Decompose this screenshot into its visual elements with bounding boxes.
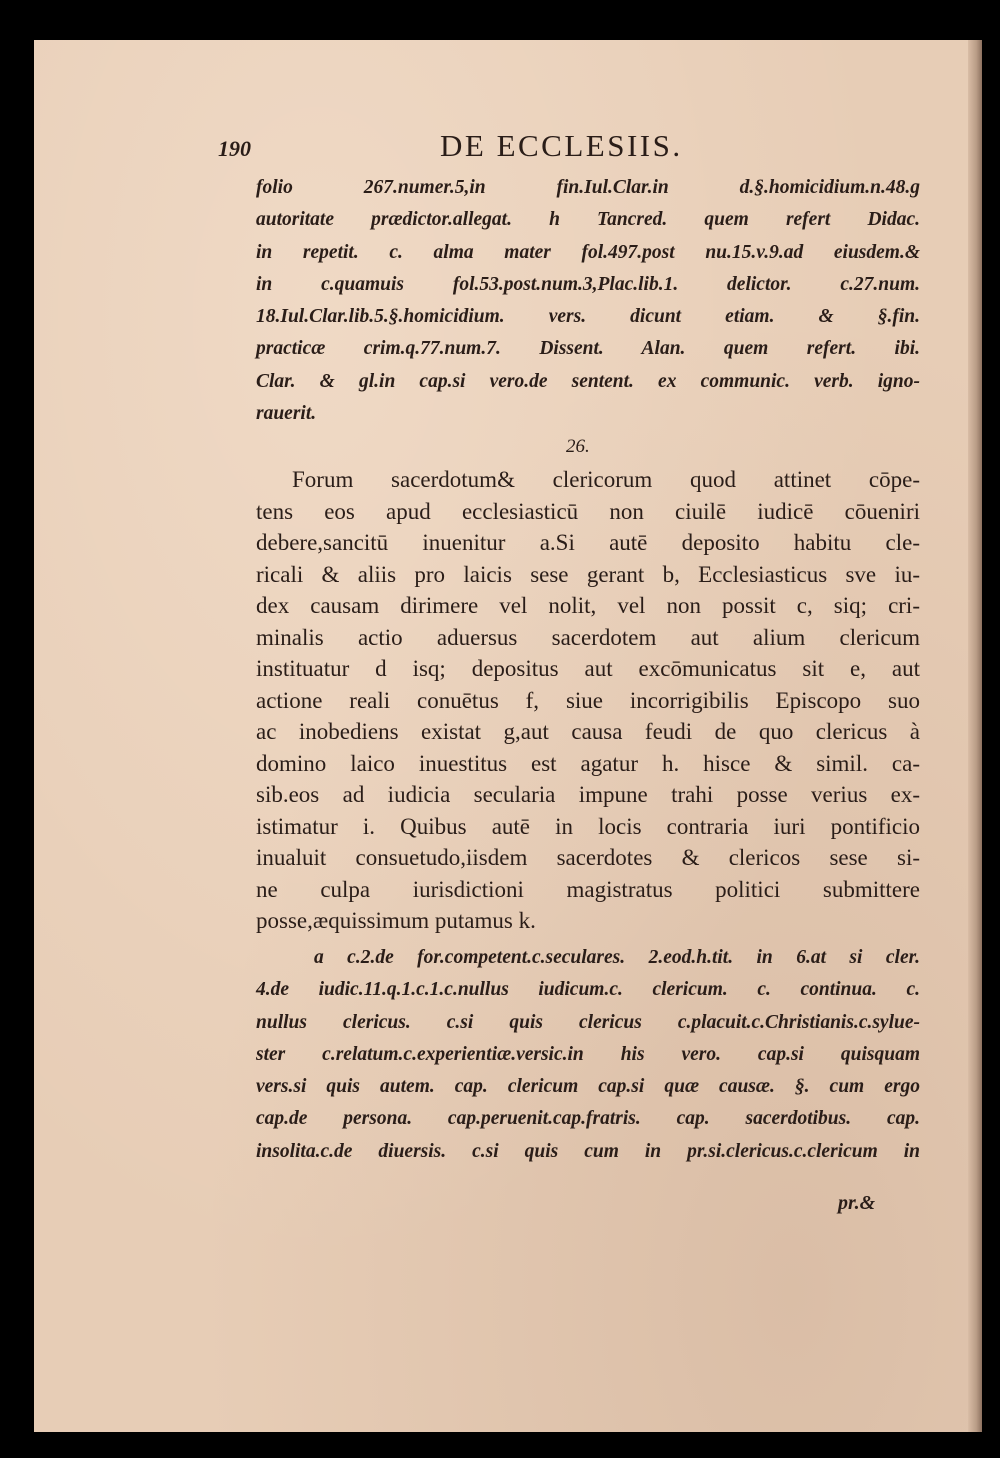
text-line: ne culpa iurisdictioni magistratus politici submittere bbox=[256, 876, 920, 902]
text-line: posse,æquissimum putamus k. bbox=[256, 908, 536, 933]
note-line: 4.de iudic.11.q.1.c.1.c.nullus iudicum.c. clericum. c. continua. c. bbox=[256, 979, 920, 1001]
note-line: folio 267.numer.5,in fin.Iul.Clar.in d.§.homicidium.n.48.g bbox=[256, 177, 920, 198]
running-title: DE ECCLESIIS. bbox=[440, 128, 683, 163]
page-header bbox=[218, 128, 778, 172]
catchword: pr.& bbox=[838, 1192, 876, 1214]
text-line: tens eos apud ecclesiasticū non ciuilē iudicē cōueniri bbox=[256, 498, 920, 524]
text-line: sib.eos ad iudicia secularia impune trahi posse verius ex- bbox=[256, 782, 920, 807]
text-line: ac inobediens existat g,aut causa feudi de quo clericus à bbox=[256, 719, 920, 744]
note-line: cap.de persona. cap.peruenit.cap.fratris. cap. sacerdotibus. cap. bbox=[256, 1108, 920, 1130]
note-line: nullus clericus. c.si quis clericus c.placuit.c.Christianis.c.sylue- bbox=[256, 1011, 920, 1033]
text-line: instituatur d isq; depositus aut excōmunicatus sit e, aut bbox=[256, 656, 920, 681]
notes-top bbox=[256, 172, 920, 430]
text-line: dex causam dirimere vel nolit, vel non possit c, siq; cri- bbox=[256, 593, 920, 618]
text-line: istimatur i. Quibus autē in locis contraria iuri pontificio bbox=[256, 813, 920, 839]
text-line: inualuit consuetudo,iisdem sacerdotes & clericos sese si- bbox=[256, 845, 920, 870]
text-line: debere,sancitū inuenitur a.Si autē deposito habitu cle- bbox=[256, 530, 920, 555]
note-line: in c.quamuis fol.53.post.num.3,Plac.lib.1. delictor. c.27.num. bbox=[256, 273, 920, 295]
text-line: minalis actio aduersus sacerdotem aut alium clericum bbox=[256, 624, 920, 650]
note-line: a c.2.de for.competent.c.seculares. 2.eod.h.tit. in 6.at si cler. bbox=[314, 947, 920, 968]
note-line: ster c.relatum.c.experientiæ.versic.in his vero. cap.si quisquam bbox=[256, 1043, 920, 1065]
note-line: 18.Iul.Clar.lib.5.§.homicidium. vers. dicunt etiam. & §.fin. bbox=[256, 306, 920, 328]
note-line: insolita.c.de diuersis. c.si quis cum in pr.si.clericus.c.clericum in bbox=[256, 1140, 920, 1162]
note-line: practicæ crim.q.77.num.7. Dissent. Alan. quem refert. ibi. bbox=[256, 338, 920, 360]
text-line: Forum sacerdotum& clericorum quod attinet cōpe- bbox=[292, 467, 920, 492]
text-line: domino laico inuestitus est agatur h. hisce & simil. ca- bbox=[256, 750, 920, 776]
page-number: 190 bbox=[218, 136, 251, 161]
note-line: in repetit. c. alma mater fol.497.post nu.15.v.9.ad eiusdem.& bbox=[256, 241, 920, 263]
note-line: vers.si quis autem. cap. clericum cap.si quæ causæ. §. cum ergo bbox=[256, 1076, 920, 1098]
section-number: 26. bbox=[566, 436, 590, 457]
page-edge bbox=[968, 40, 982, 1432]
notes-bottom bbox=[256, 942, 920, 1168]
text-line: ricali & aliis pro laicis sese gerant b, Ecclesiasticus sve iu- bbox=[256, 561, 920, 587]
note-line: autoritate prædictor.allegat. h Tancred. quem refert Didac. bbox=[256, 209, 920, 231]
main-paragraph bbox=[256, 464, 920, 937]
note-line: rauerit. bbox=[256, 403, 317, 425]
text-line: actione reali conuētus f, siue incorrigibilis Episcopo suo bbox=[256, 687, 920, 713]
note-line: Clar. & gl.in cap.si vero.de sentent. ex communic. verb. igno- bbox=[256, 370, 920, 392]
